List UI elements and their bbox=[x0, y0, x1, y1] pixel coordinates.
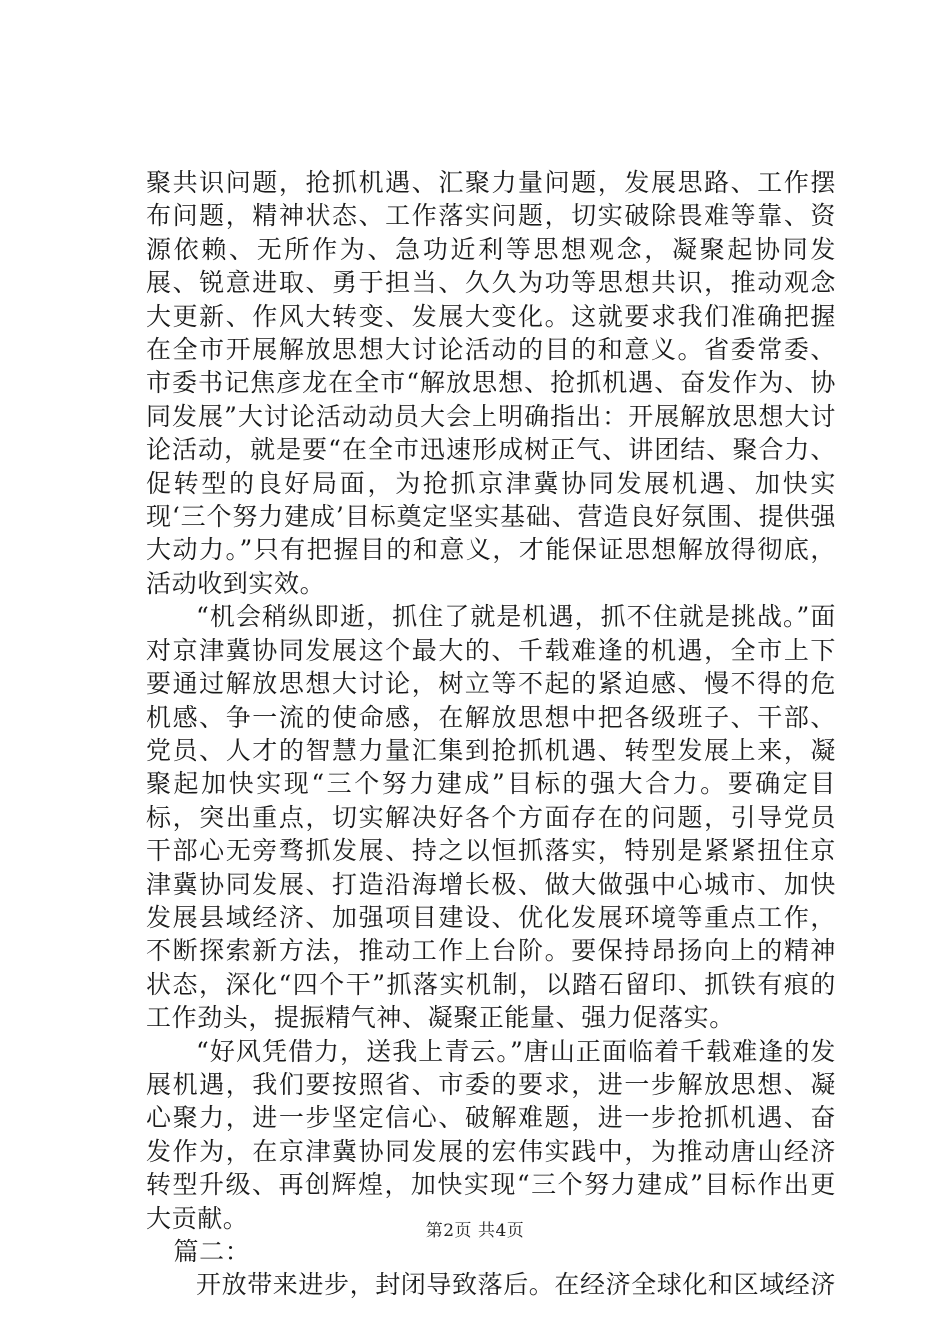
paragraph-opportunity: “机会稍纵即逝，抓住了就是机遇，抓不住就是挑战。”面对京津冀协同发展这个最大的、千载难逢的机遇，全市上下要通过解放思想大讨论，树立等不起的紧迫感、慢不得的危机感、争一流的使命感，在解放思想中把各级班子、干部、党员、人才的智慧力量汇集到抢抓机遇、转型发展上来，凝聚起加快实现“三个努力建成”目标的强大合力。要确定目标，突出重点，切实解决好各个方面存在的问题，引导党员干部心无旁骛抓发展、持之以恒抓落实，特别是紧紧扭住京津冀协同发展、打造沿海增长极、做大做强中心城市、加快发展县域经济、加强项目建设、优化发展环境等重点工作，不断探索新方法，推动工作上台阶。要保持昂扬向上的精神状态，深化“四个干”抓落实机制，以踏石留印、抓铁有痕的工作劲头，提振精气神、凝聚正能量、强力促落实。 bbox=[146, 602, 836, 1033]
section-heading-part-two: 篇二： bbox=[173, 1237, 251, 1266]
paragraph-good-wind: “好风凭借力，送我上青云。”唐山正面临着千载难逢的发展机遇，我们要按照省、市委的要求，进一步解放思想、凝心聚力，进一步坚定信心、破解难题，进一步抢抓机遇、奋发作为，在京津冀协同发展的宏伟实践中，为推动唐山经济转型升级、再创辉煌，加快实现“三个努力建成”目标作出更大贡献。 bbox=[146, 1036, 836, 1233]
paragraph-continuation: 聚共识问题，抢抓机遇、汇聚力量问题，发展思路、工作摆布问题，精神状态、工作落实问题，切实破除畏难等靠、资源依赖、无所作为、急功近利等思想观念，凝聚起协同发展、锐意进取、勇于担当、久久为功等思想共识，推动观念大更新、作风大转变、发展大变化。这就要求我们准确把握在全市开展解放思想大讨论活动的目的和意义。省委常委、市委书记焦彦龙在全市“解放思想、抢抓机遇、奋发作为、协同发展”大讨论活动动员大会上明确指出：开展解放思想大讨论活动，就是要“在全市迅速形成树正气、讲团结、聚合力、促转型的良好局面，为抢抓京津冀协同发展机遇、加快实现‘三个努力建成’目标奠定坚实基础、营造良好氛围、提供强大动力。”只有把握目的和意义，才能保证思想解放得彻底，活动收到实效。 bbox=[146, 168, 836, 598]
paragraph-opening-up: 开放带来进步，封闭导致落后。在经济全球化和区域经济 bbox=[196, 1270, 837, 1300]
page-number-footer: 第2页 共4页 bbox=[425, 1221, 525, 1241]
document-body bbox=[146, 166, 836, 1302]
